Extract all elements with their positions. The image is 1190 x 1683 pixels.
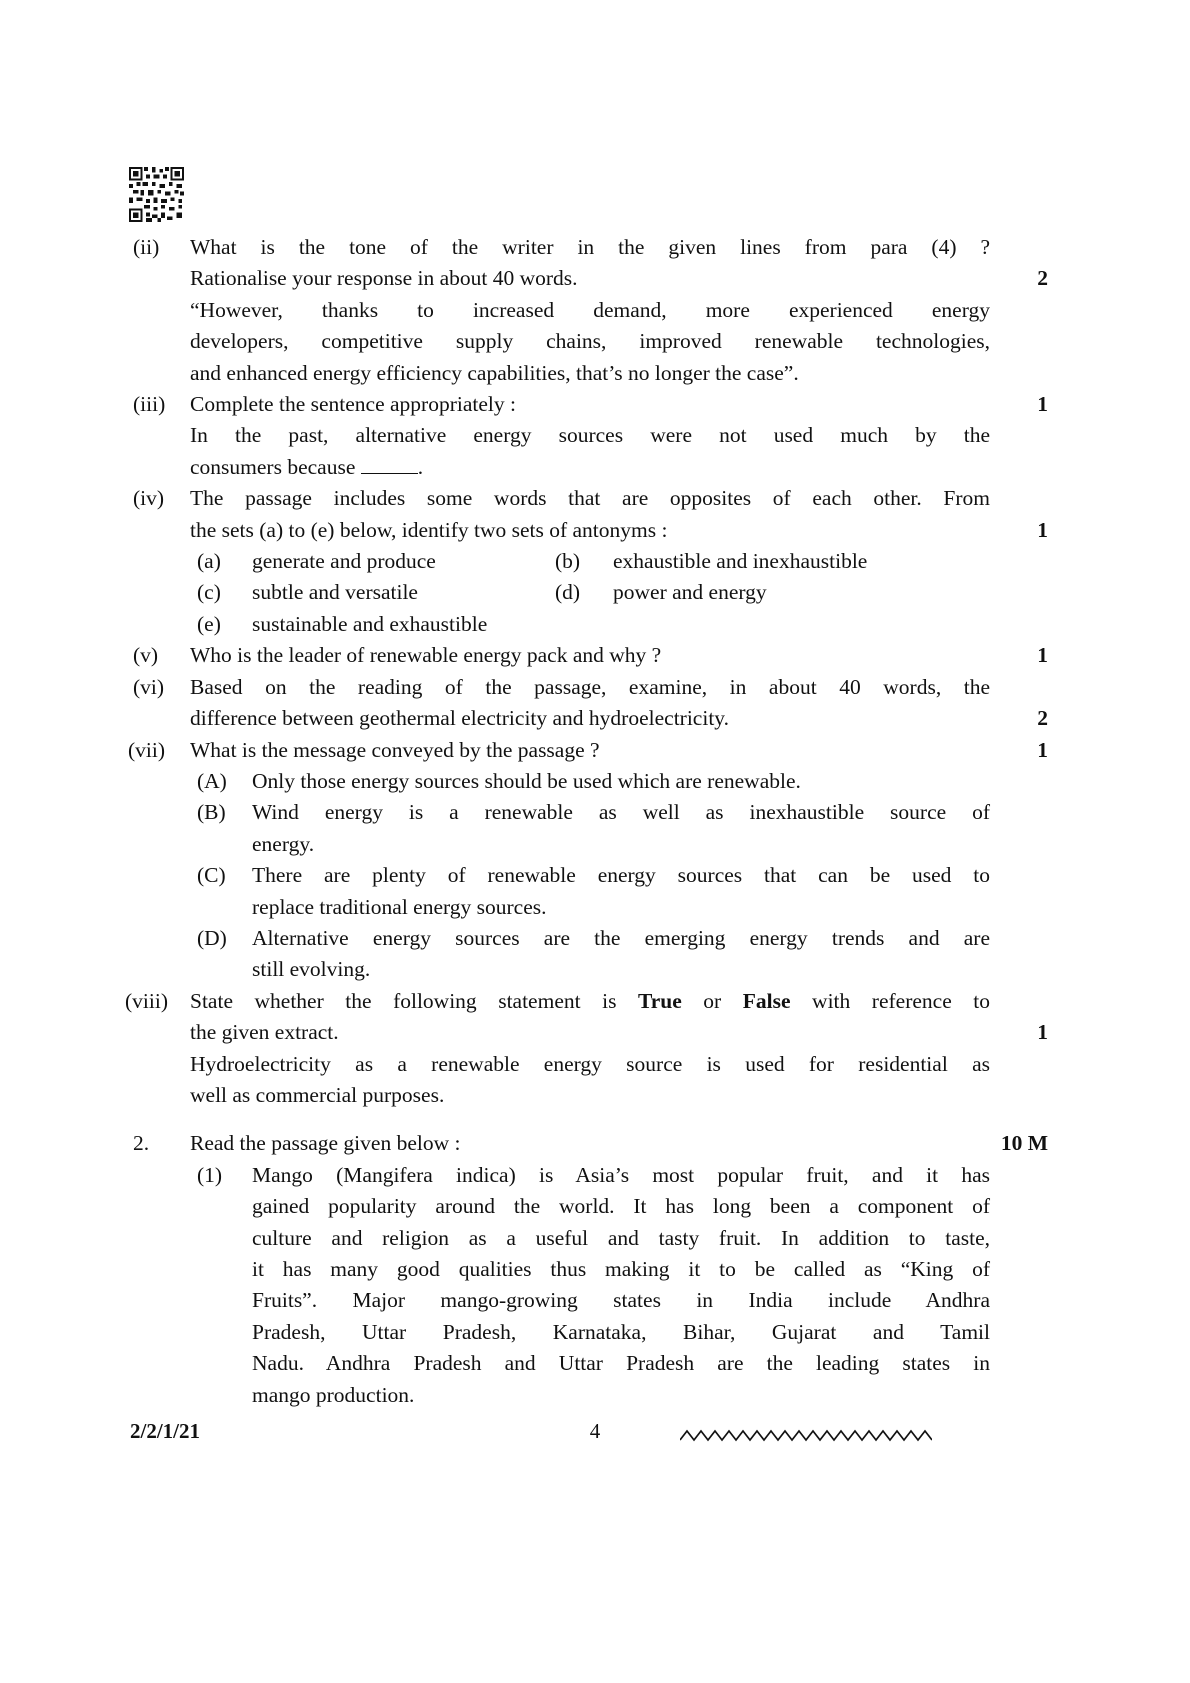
passage-line: culture and religion as a useful and tasty fruit. In addition to taste,: [252, 1225, 990, 1250]
statement-line: well as commercial purposes.: [190, 1082, 445, 1107]
question-viii: [125, 986, 1048, 1112]
statement-line: Hydroelectricity as a renewable energy source is used for residential as: [190, 1051, 990, 1076]
option-text: Wind energy is a renewable as well as inexhaustible source of energy.: [252, 800, 990, 856]
blank-line-post: .: [417, 454, 424, 479]
passage-paragraph: [190, 1160, 990, 1411]
answer-blank: [361, 468, 418, 474]
passage-line: Fruits”. Major mango-growing states in India include Andhra: [252, 1288, 990, 1313]
antonym-option-row: [190, 577, 990, 608]
question-v: [133, 640, 1048, 671]
option-text: power and energy: [613, 580, 767, 605]
question-line: The passage includes some words that are opposites of each other. From: [190, 486, 990, 511]
question-line: Who is the leader of renewable energy pack and why ?: [190, 643, 662, 668]
question-vii: [128, 735, 1048, 986]
option-text: Alternative energy sources are the emerging energy trends and are still evolving.: [252, 925, 990, 982]
question-2-number: 2.: [133, 1131, 150, 1156]
question-2: [133, 1128, 1048, 1411]
question-2-body: [190, 1128, 990, 1411]
passage-line: Pradesh, Uttar Pradesh, Karnataka, Bihar, Gujarat and Tamil: [252, 1319, 990, 1344]
question-iv: [133, 483, 1048, 640]
question-line: the sets (a) to (e) below, identify two sets of antonyms :: [190, 517, 668, 542]
zigzag-divider-icon: [680, 1428, 932, 1444]
question-line: Rationalise your response in about 40 words.: [190, 266, 578, 291]
question-iii-body: [190, 389, 990, 483]
question-line: What is the message conveyed by the passage ?: [190, 737, 600, 762]
question-v-body: [190, 640, 990, 671]
quote-line: developers, competitive supply chains, improved renewable technologies,: [190, 329, 990, 354]
mcq-option: [190, 860, 990, 923]
blank-line-pre: consumers because: [190, 454, 356, 479]
option-label: (b): [555, 549, 581, 574]
question-vi: [133, 672, 1048, 735]
question-line: Read the passage given below :: [190, 1131, 461, 1156]
page-footer: [0, 1419, 1190, 1451]
marks-badge: 1: [1037, 517, 1048, 542]
marks-badge: 2: [1037, 266, 1048, 291]
marks-badge: 1: [1037, 643, 1048, 668]
passage-line: gained popularity around the world. It has long been a component of: [252, 1194, 990, 1219]
mcq-option: [190, 797, 990, 860]
option-label: (e): [197, 611, 221, 636]
marks-badge: 1: [1037, 392, 1048, 417]
option-text: generate and produce: [252, 549, 436, 574]
marks-badge: 2: [1037, 706, 1048, 731]
option-text: exhaustible and inexhaustible: [613, 549, 868, 574]
quote-line: “However, thanks to increased demand, more experienced energy: [190, 297, 990, 322]
question-line: State whether the following statement is True or False with reference to: [190, 988, 990, 1013]
passage-line: mango production.: [252, 1382, 415, 1407]
false-keyword: False: [742, 988, 791, 1013]
paper-code: 2/2/1/21: [130, 1419, 201, 1443]
page-number: 4: [589, 1419, 601, 1443]
passage-line: Nadu. Andhra Pradesh and Uttar Pradesh are the leading states in: [252, 1351, 990, 1376]
question-line: Complete the sentence appropriately :: [190, 392, 516, 417]
qr-code-icon: [128, 167, 185, 222]
question-iii: [133, 389, 1048, 483]
option-label: (C): [197, 863, 226, 888]
question-line: What is the tone of the writer in the given lines from para (4) ?: [190, 235, 990, 259]
antonym-option-row: [190, 546, 990, 577]
passage-line: Mango (Mangifera indica) is Asia’s most popular fruit, and it has: [252, 1162, 990, 1187]
question-vii-number: (vii): [128, 737, 166, 762]
option-text: Only those energy sources should be used which are renewable.: [252, 768, 801, 793]
marks-badge: 10 M: [1000, 1131, 1048, 1156]
question-iii-number: (iii): [133, 392, 166, 417]
option-label: (B): [197, 800, 226, 825]
quote-line: and enhanced energy efficiency capabilities, that’s no longer the case”.: [190, 360, 799, 385]
question-paper-body: [125, 232, 1048, 1411]
question-line: the given extract.: [190, 1020, 339, 1045]
question-iv-number: (iv): [133, 486, 165, 511]
question-ii: [133, 232, 1048, 389]
question-vii-body: [190, 735, 990, 986]
marks-badge: 1: [1037, 1020, 1048, 1045]
question-vi-body: [190, 672, 990, 735]
passage-text: [252, 1160, 990, 1411]
question-iv-body: [190, 483, 990, 640]
question-line: In the past, alternative energy sources were not used much by the: [190, 423, 990, 448]
option-label: (d): [555, 580, 581, 605]
option-text: sustainable and exhaustible: [252, 611, 488, 636]
question-viii-number: (viii): [125, 988, 168, 1013]
mcq-option: [190, 766, 990, 797]
option-label: (A): [197, 768, 227, 793]
question-ii-body: [190, 232, 990, 389]
question-ii-number: (ii): [133, 235, 160, 259]
question-v-number: (v): [133, 643, 159, 668]
true-keyword: True: [637, 988, 682, 1013]
passage-line: it has many good qualities thus making it to be called as “King of: [252, 1257, 990, 1281]
option-label: (c): [197, 580, 221, 605]
question-line: [190, 452, 990, 483]
paragraph-label: (1): [197, 1162, 223, 1187]
question-line: Based on the reading of the passage, examine, in about 40 words, the: [190, 674, 990, 699]
antonym-option-row: [190, 609, 990, 640]
question-line: difference between geothermal electricity and hydroelectricity.: [190, 706, 730, 731]
option-text: There are plenty of renewable energy sources that can be used to replace traditional energy sources.: [252, 863, 990, 919]
option-label: (a): [197, 549, 221, 574]
option-label: (D): [197, 925, 227, 950]
option-text: subtle and versatile: [252, 580, 418, 605]
marks-badge: 1: [1037, 737, 1048, 762]
question-viii-body: [190, 986, 990, 1112]
mcq-option: [190, 923, 990, 986]
question-vi-number: (vi): [133, 674, 165, 699]
